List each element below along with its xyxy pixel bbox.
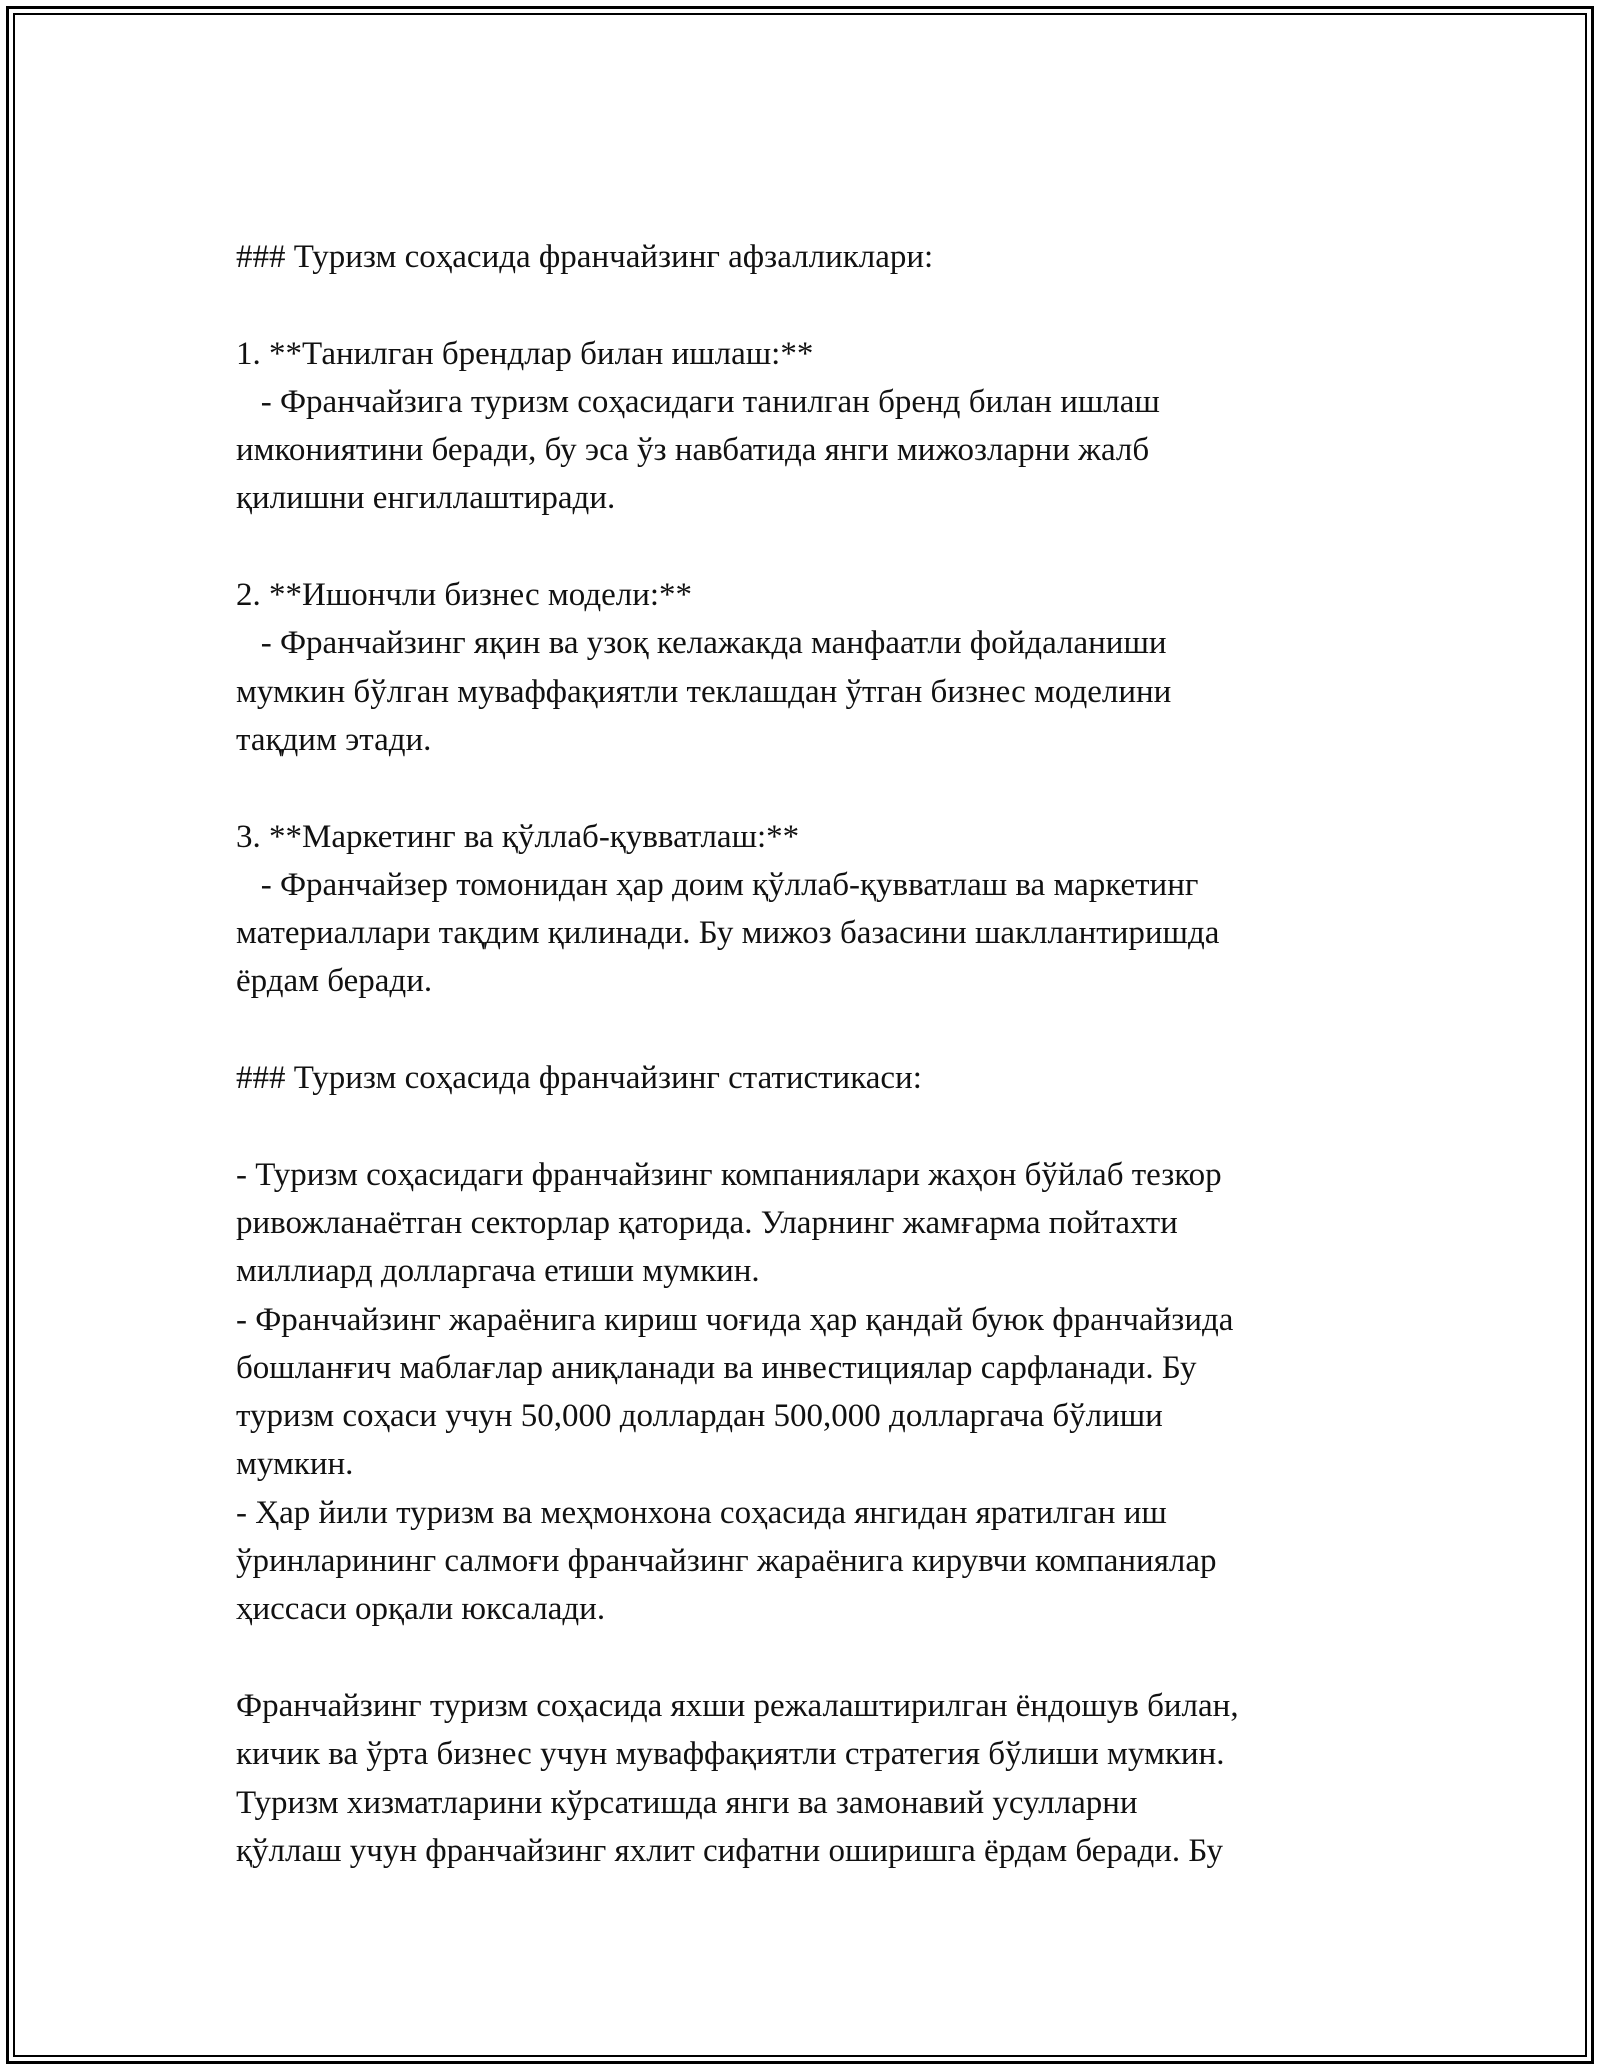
document-line: тақдим этади. <box>236 721 432 758</box>
document-body <box>236 233 1416 1875</box>
document-line: қилишни енгиллаштиради. <box>236 480 616 517</box>
document-line: ёрдам беради. <box>236 963 433 1000</box>
document-line <box>236 523 1416 571</box>
document-line: - Франчайзинг яқин ва узоқ келажакда манфаатли фойдаланиши <box>236 625 1167 662</box>
document-line: - Франчайзинг жараёнига кириш чоғида ҳар қандай буюк франчайзида <box>236 1301 1234 1338</box>
document-line: - Франчайзига туризм соҳасидаги танилган бренд билан ишлаш <box>236 383 1160 420</box>
document-line: ### Туризм соҳасида франчайзинг статистикаси: <box>236 1060 922 1097</box>
document-line: - Ҳар йили туризм ва меҳмонхона соҳасида янгидан яратилган иш <box>236 1494 1167 1531</box>
document-line: имкониятини беради, бу эса ўз навбатида янги мижозларни жалб <box>236 432 1150 469</box>
document-line: мумкин. <box>236 1446 354 1483</box>
document-line: материаллари тақдим қилинади. Бу мижоз базасини шакллантиришда <box>236 915 1220 952</box>
document-line: 1. **Танилган брендлар билан ишлаш:** <box>236 335 814 372</box>
document-line: миллиард долларгача етиши мумкин. <box>236 1253 760 1290</box>
document-line <box>236 764 1416 812</box>
document-line: Туризм хизматларини кўрсатишда янги ва замонавий усулларни <box>236 1784 1138 1821</box>
document-line <box>236 1006 1416 1054</box>
document-line: ривожланаётган секторлар қаторида. Уларнинг жамғарма пойтахти <box>236 1204 1178 1241</box>
document-line: туризм соҳаси учун 50,000 доллардан 500,000 долларгача бўлиши <box>236 1398 1163 1435</box>
document-line: кичик ва ўрта бизнес учун муваффақиятли стратегия бўлиши мумкин. <box>236 1736 1225 1773</box>
document-line: - Туризм соҳасидаги франчайзинг компаниялари жаҳон бўйлаб тезкор <box>236 1156 1222 1193</box>
document-line: бошланғич маблағлар аниқланади ва инвестициялар сарфланади. Бу <box>236 1349 1197 1386</box>
document-line: ### Туризм соҳасида франчайзинг афзалликлари: <box>236 239 934 275</box>
document-line: - Франчайзер томонидан ҳар доим қўллаб-қувватлаш ва маркетинг <box>236 866 1199 903</box>
document-line: Франчайзинг туризм соҳасида яхши режалаштирилган ёндошув билан, <box>236 1687 1239 1724</box>
document-line: 2. **Ишончли бизнес модели:** <box>236 577 693 614</box>
document-line: қўллаш учун франчайзинг яхлит сифатни оширишга ёрдам беради. Бу <box>236 1832 1224 1869</box>
document-line <box>236 281 1416 329</box>
document-line: 3. **Маркетинг ва қўллаб-қувватлаш:** <box>236 818 800 855</box>
document-line: ўринларининг салмоғи франчайзинг жараёнига кирувчи компаниялар <box>236 1543 1217 1580</box>
document-line: мумкин бўлган муваффақиятли теклашдан ўтган бизнес моделини <box>236 673 1172 710</box>
document-line <box>236 1634 1416 1682</box>
document-line: ҳиссаси орқали юксалади. <box>236 1591 606 1628</box>
document-line <box>236 1102 1416 1150</box>
